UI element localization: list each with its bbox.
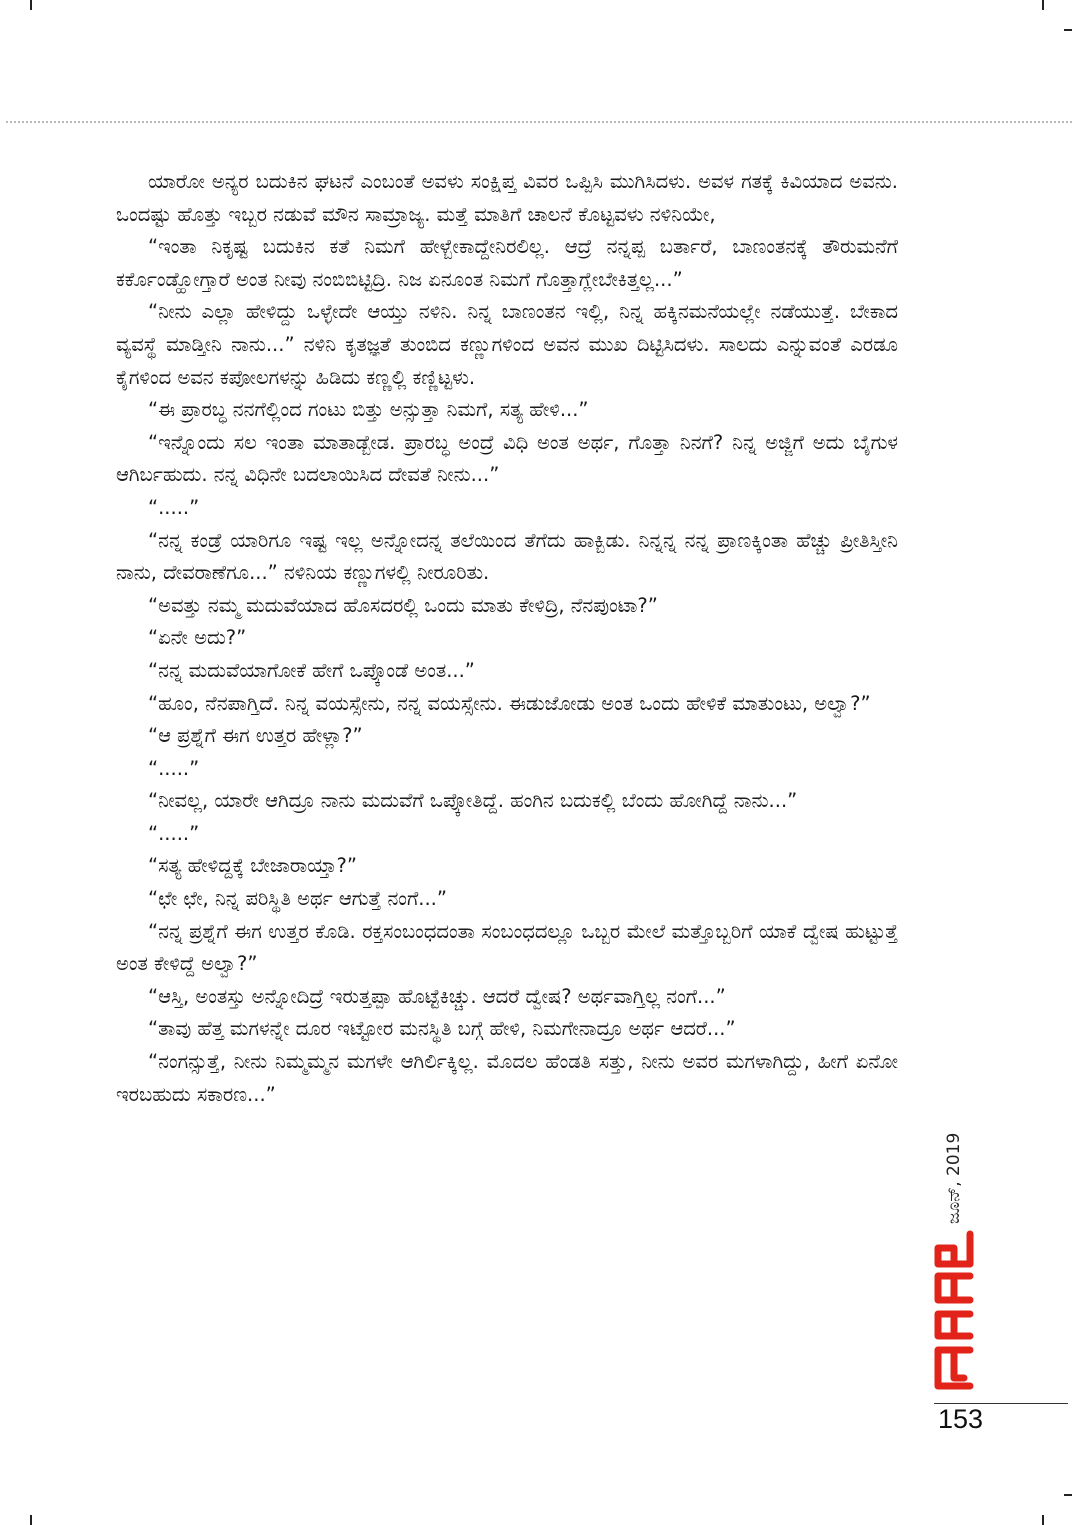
paragraph: “.....”	[148, 756, 200, 780]
paragraph: “ನನ್ನ ಪ್ರಶ್ನೆಗೆ ಈಗ ಉತ್ತರ ಕೊಡಿ. ರಕ್ತಸಂಬಂಧದಂತಾ ಸಂಬಂಧದಲ್ಲೂ ಒಬ್ಬರ ಮೇಲೆ ಮತ್ತೊಬ್ಬರಿಗೆ ಯಾಕೆ ದ್ವೇಷ ಹುಟ್ಟುತ್ತೆ ಅಂತ ಕೇಳಿದ್ದೆ ಅಲ್ವಾ?”	[116, 919, 898, 976]
paragraph: “ಹೂಂ, ನೆನಪಾಗ್ತಿದೆ. ನಿನ್ನ ವಯಸ್ಸೇನು, ನನ್ನ ವಯಸ್ಸೇನು. ಈಡುಜೋಡು ಅಂತ ಒಂದು ಹೇಳಿಕೆ ಮಾತುಂಟು, ಅಲ್ವಾ?”	[148, 691, 871, 715]
paragraph: “.....”	[148, 495, 200, 519]
paragraph: “ನನ್ನ ಮದುವೆಯಾಗೋಕೆ ಹೇಗೆ ಒಪ್ಕೊಂಡೆ ಅಂತ...”	[148, 658, 475, 682]
paragraph: “ಅವತ್ತು ನಮ್ಮ ಮದುವೆಯಾದ ಹೊಸದರಲ್ಲಿ ಒಂದು ಮಾತು ಕೇಳಿದ್ರಿ, ನೆನಪುಂಟಾ?”	[148, 593, 658, 617]
paragraph: “ಇಂತಾ ನಿಕೃಷ್ಟ ಬದುಕಿನ ಕತೆ ನಿಮಗೆ ಹೇಳ್ಬೇಕಾದ್ದೇನಿರಲಿಲ್ಲ. ಆದ್ರೆ ನನ್ನಪ್ಪ ಬರ್ತಾರೆ, ಬಾಣಂತನಕ್ಕೆ ತೌರುಮನೆಗೆ ಕರ್ಕೊಂಡ್ಹೋಗ್ತಾರೆ ಅಂತ ನೀವು ನಂಬಿಬಿಟ್ಟಿದ್ರಿ. ನಿಜ ಏನೂಂತ ನಿಮಗೆ ಗೊತ್ತಾಗ್ಲೇಬೇಕಿತ್ತಲ್ಲ...”	[116, 235, 898, 291]
crop-mark-bottom-right	[1042, 1515, 1044, 1525]
page-number: 153	[938, 1404, 984, 1434]
paragraph: “ತಾವು ಹೆತ್ತ ಮಗಳನ್ನೇ ದೂರ ಇಟ್ಟೋರ ಮನಸ್ಥಿತಿ ಬಗ್ಗೆ ಹೇಳಿ, ನಿಮಗೇನಾದ್ರೂ ಅರ್ಥ ಆದರೆ...”	[148, 1017, 736, 1041]
issue-date: ಜೂನ್, 2019	[944, 1132, 964, 1224]
paragraph: “ನಂಗನ್ಸುತ್ತೆ, ನೀನು ನಿಮ್ಮಮ್ಮನ ಮಗಳೇ ಆಗಿರ್ಲಿಕ್ಕಿಲ್ಲ. ಮೊದಲ ಹೆಂಡತಿ ಸತ್ತು, ನೀನು ಅವರ ಮಗಳಾಗಿದ್ದು, ಹೀಗೆ ಏನೋ ಇರಬಹುದು ಸಕಾರಣ...”	[116, 1050, 898, 1106]
paragraph: “ಛೇ ಛೇ, ನಿನ್ನ ಪರಿಸ್ಥಿತಿ ಅರ್ಥ ಆಗುತ್ತೆ ನಂಗೆ...”	[148, 887, 447, 911]
paragraph: “ಏನೇ ಅದು?”	[148, 626, 247, 650]
crop-mark-top-left	[30, 0, 32, 10]
paragraph: “ಆ ಪ್ರಶ್ನೆಗೆ ಈಗ ಉತ್ತರ ಹೇಳ್ಲಾ?”	[148, 724, 363, 748]
paragraph: “ಈ ಪ್ರಾರಬ್ಧ ನನಗೆಲ್ಲಿಂದ ಗಂಟು ಬಿತ್ತು ಅನ್ಸುತ್ತಾ ನಿಮಗೆ, ಸತ್ಯ ಹೇಳಿ...”	[148, 398, 589, 422]
paragraph: “ಸತ್ಯ ಹೇಳಿದ್ದಕ್ಕೆ ಬೇಜಾರಾಯ್ತಾ?”	[148, 854, 357, 878]
paragraph: “ನೀವಲ್ಲ, ಯಾರೇ ಆಗಿದ್ರೂ ನಾನು ಮದುವೆಗೆ ಒಪ್ಕೋತಿದ್ದೆ. ಹಂಗಿನ ಬದುಕಲ್ಲಿ ಬೆಂದು ಹೋಗಿದ್ದೆ ನಾನು...”	[148, 789, 798, 813]
crop-mark-right-lower	[1064, 1494, 1072, 1496]
crop-mark-right-upper	[1064, 29, 1072, 31]
article-body	[116, 166, 898, 1111]
dotted-separator	[6, 121, 1072, 123]
crop-mark-top-right	[1042, 0, 1044, 10]
crop-mark-bottom-left	[30, 1515, 32, 1525]
paragraph: “ನನ್ನ ಕಂಡ್ರೆ ಯಾರಿಗೂ ಇಷ್ಟ ಇಲ್ಲ ಅನ್ನೋದನ್ನ ತಲೆಯಿಂದ ತೆಗೆದು ಹಾಕ್ಬಿಡು. ನಿನ್ನನ್ನ ನನ್ನ ಪ್ರಾಣಕ್ಕಿಂತಾ ಹೆಚ್ಚು ಪ್ರೀತಿಸ್ತೀನಿ ನಾನು, ದೇವರಾಣೆಗೂ...” ನಳಿನಿಯ ಕಣ್ಣುಗಳಲ್ಲಿ ನೀರೂರಿತು.	[116, 528, 898, 585]
paragraph: “ನೀನು ಎಲ್ಲಾ ಹೇಳಿದ್ದು ಒಳ್ಳೇದೇ ಆಯ್ತು ನಳಿನಿ. ನಿನ್ನ ಬಾಣಂತನ ಇಲ್ಲಿ, ನಿನ್ನ ಹಕ್ಕಿನಮನೆಯಲ್ಲೇ ನಡೆಯುತ್ತೆ. ಬೇಕಾದ ವ್ಯವಸ್ಥೆ ಮಾಡ್ತೀನಿ ನಾನು...” ನಳಿನಿ ಕೃತಜ್ಞತೆ ತುಂಬಿದ ಕಣ್ಣುಗಳಿಂದ ಅವನ ಮುಖ ದಿಟ್ಟಿಸಿದಳು. ಸಾಲದು ಎನ್ನುವಂತೆ ಎರಡೂ ಕೈಗಳಿಂದ ಅವನ ಕಪೋಲಗಳನ್ನು ಹಿಡಿದು ಕಣ್ಣಲ್ಲಿ ಕಣ್ಣಿಟ್ಟಳು.	[116, 300, 898, 389]
paragraph: “ಆಸ್ತಿ, ಅಂತಸ್ತು ಅನ್ನೋದಿದ್ರೆ ಇರುತ್ತಪ್ಪಾ ಹೊಟ್ಟೆಕಿಚ್ಚು. ಆದರೆ ದ್ವೇಷ? ಅರ್ಥವಾಗ್ತಿಲ್ಲ ನಂಗೆ...”	[148, 984, 726, 1008]
paragraph: “ಇನ್ನೊಂದು ಸಲ ಇಂತಾ ಮಾತಾಡ್ಬೇಡ. ಪ್ರಾರಬ್ಧ ಅಂದ್ರೆ ವಿಧಿ ಅಂತ ಅರ್ಥ, ಗೊತ್ತಾ ನಿನಗೆ? ನಿನ್ನ ಅಜ್ಜಿಗೆ ಅದು ಬೈಗುಳ ಆಗಿರ್ಬಹುದು. ನನ್ನ ವಿಧಿನೇ ಬದಲಾಯಿಸಿದ ದೇವತೆ ನೀನು...”	[116, 430, 898, 487]
magazine-logo	[930, 1228, 976, 1394]
paragraph: “.....”	[148, 821, 200, 845]
paragraph: ಯಾರೋ ಅನ್ಯರ ಬದುಕಿನ ಘಟನೆ ಎಂಬಂತೆ ಅವಳು ಸಂಕ್ಷಿಪ್ತ ವಿವರ ಒಪ್ಪಿಸಿ ಮುಗಿಸಿದಳು. ಅವಳ ಗತಕ್ಕೆ ಕಿವಿಯಾದ ಅವನು. ಒಂದಷ್ಟು ಹೊತ್ತು ಇಬ್ಬರ ನಡುವೆ ಮೌನ ಸಾಮ್ರಾಜ್ಯ. ಮತ್ತೆ ಮಾತಿಗೆ ಚಾಲನೆ ಕೊಟ್ಟವಳು ನಳಿನಿಯೇ,	[116, 170, 898, 226]
